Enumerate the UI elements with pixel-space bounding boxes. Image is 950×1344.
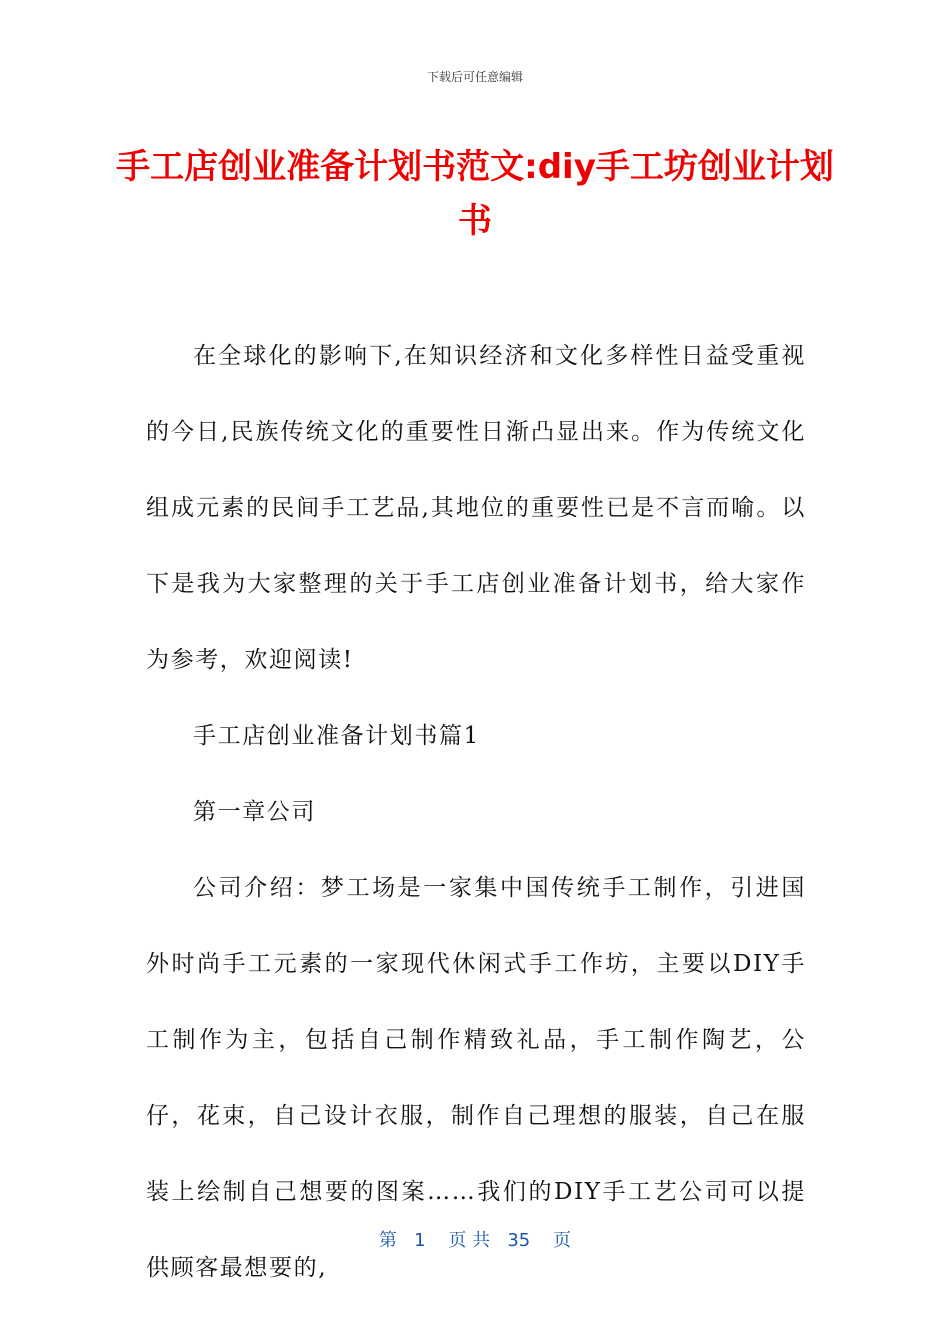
footer-prefix: 第 — [378, 1230, 397, 1251]
footer-suffix: 页 — [553, 1230, 572, 1251]
total-pages-number: 35 — [507, 1230, 531, 1251]
intro-paragraph: 在全球化的影响下,在知识经济和文化多样性日益受重视的今日,民族传统文化的重要性日渐凸显出来。作为传统文化组成元素的民间手工艺品,其地位的重要性已是不言而喻。以下是我为大家整理的关于手工店创业准备计划书，给大家作为参考，欢迎阅读! — [146, 343, 806, 673]
footer-middle: 页 共 — [448, 1230, 491, 1251]
chapter-heading: 第一章公司 — [193, 799, 316, 825]
document-title: 手工店创业准备计划书范文:diy手工坊创业计划书 — [116, 147, 834, 241]
current-page-number: 1 — [414, 1230, 426, 1251]
document-body — [146, 318, 806, 1306]
page-footer — [0, 1226, 950, 1252]
company-intro-paragraph: 公司介绍：梦工场是一家集中国传统手工制作，引进国外时尚手工元素的一家现代休闲式手工作坊，主要以DIY手工制作为主，包括自己制作精致礼品，手工制作陶艺，公仔，花束，自己设计衣服，制作自己理想的服装，自己在服装上绘制自己想要的图案……我们的DIY手工艺公司可以提供顾客最想要的, — [146, 875, 806, 1281]
section-heading: 手工店创业准备计划书篇1 — [193, 723, 480, 749]
header-note: 下载后可任意编辑 — [426, 70, 523, 84]
